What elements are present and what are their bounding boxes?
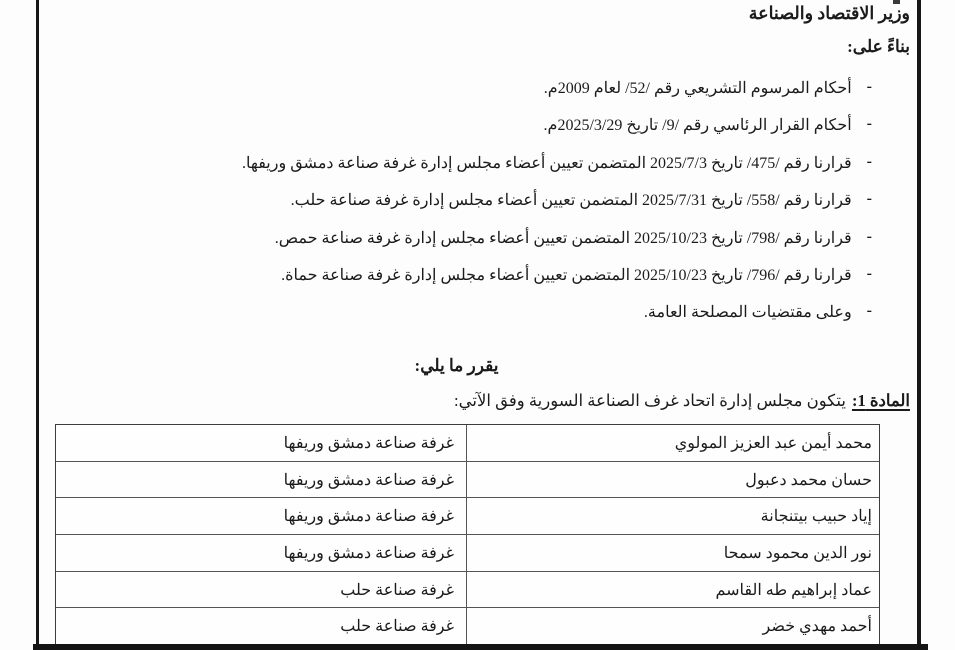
basis-item-text: قرارنا رقم /798/ تاريخ 2025/10/23 المتضمن تعيين أعضاء مجلس إدارة غرفة صناعة حمص. (274, 229, 852, 247)
member-name-cell: نور الدين محمود سمحا (466, 535, 879, 571)
member-name-cell: حسان محمد دعبول (466, 462, 879, 498)
basis-item (45, 294, 872, 331)
basis-item-text: قرارنا رقم /475/ تاريخ 2025/7/3 المتضمن تعيين أعضاء مجلس إدارة غرفة صناعة دمشق وريفها. (241, 154, 852, 172)
article-1-text: يتكون مجلس إدارة اتحاد غرف الصناعة السورية وفق الآتي: (454, 391, 846, 410)
bullet-dash-icon: - (866, 115, 872, 133)
basis-item (45, 220, 872, 257)
basis-item-text: قرارنا رقم /796/ تاريخ 2025/10/23 المتضمن تعيين أعضاء مجلس إدارة غرفة صناعة حماة. (281, 267, 852, 285)
table-row (56, 535, 879, 572)
table-row (56, 462, 879, 499)
member-name-cell: محمد أيمن عبد العزيز المولوي (466, 425, 879, 461)
chamber-cell: غرفة صناعة دمشق وريفها (283, 508, 454, 526)
page-border-left (36, 0, 39, 650)
basis-heading: بناءً على: (847, 37, 910, 56)
basis-item (45, 70, 872, 107)
article-1-line (45, 391, 910, 411)
bullet-dash-icon: - (866, 190, 872, 208)
bullet-dash-icon: - (866, 227, 872, 245)
chamber-cell: غرفة صناعة دمشق وريفها (283, 471, 454, 489)
document-title: وزير الاقتصاد والصناعة (748, 3, 910, 23)
basis-item (45, 182, 872, 219)
bullet-dash-icon: - (866, 152, 872, 170)
member-name-cell: عماد إبراهيم طه القاسم (466, 572, 879, 608)
basis-item-text: وعلى مقتضيات المصلحة العامة. (643, 304, 852, 322)
basis-item-text: أحكام المرسوم التشريعي رقم /52/ لعام 2009م. (543, 80, 852, 97)
basis-item (45, 257, 872, 294)
table-row (56, 572, 879, 609)
page-bottom-edge (33, 644, 928, 650)
members-table (55, 424, 880, 644)
decision-heading: يقرر ما يلي: (414, 356, 499, 375)
member-name-cell: أحمد مهدي خضر (466, 608, 879, 644)
basis-item (45, 107, 872, 144)
article-1-label: المادة 1: (851, 391, 910, 410)
basis-list (45, 70, 872, 332)
table-row (56, 425, 879, 462)
bullet-dash-icon: - (866, 78, 872, 95)
basis-item-text: قرارنا رقم /558/ تاريخ 2025/7/31 المتضمن تعيين أعضاء مجلس إدارة غرفة صناعة حلب. (290, 192, 852, 210)
chamber-cell: غرفة صناعة حلب (340, 618, 454, 636)
table-row (56, 608, 879, 644)
member-name-cell: إياد حبيب بيتنجانة (466, 498, 879, 534)
bullet-dash-icon: - (866, 302, 872, 320)
page-border-right (917, 0, 921, 650)
bullet-dash-icon: - (866, 265, 872, 283)
table-row (56, 498, 879, 535)
chamber-cell: غرفة صناعة دمشق وريفها (283, 544, 454, 562)
chamber-cell: غرفة صناعة حلب (340, 581, 454, 599)
basis-item-text: أحكام القرار الرئاسي رقم /9/ تاريخ 2025/3/29م. (543, 117, 852, 135)
basis-item (45, 145, 872, 182)
chamber-cell: غرفة صناعة دمشق وريفها (283, 434, 454, 452)
